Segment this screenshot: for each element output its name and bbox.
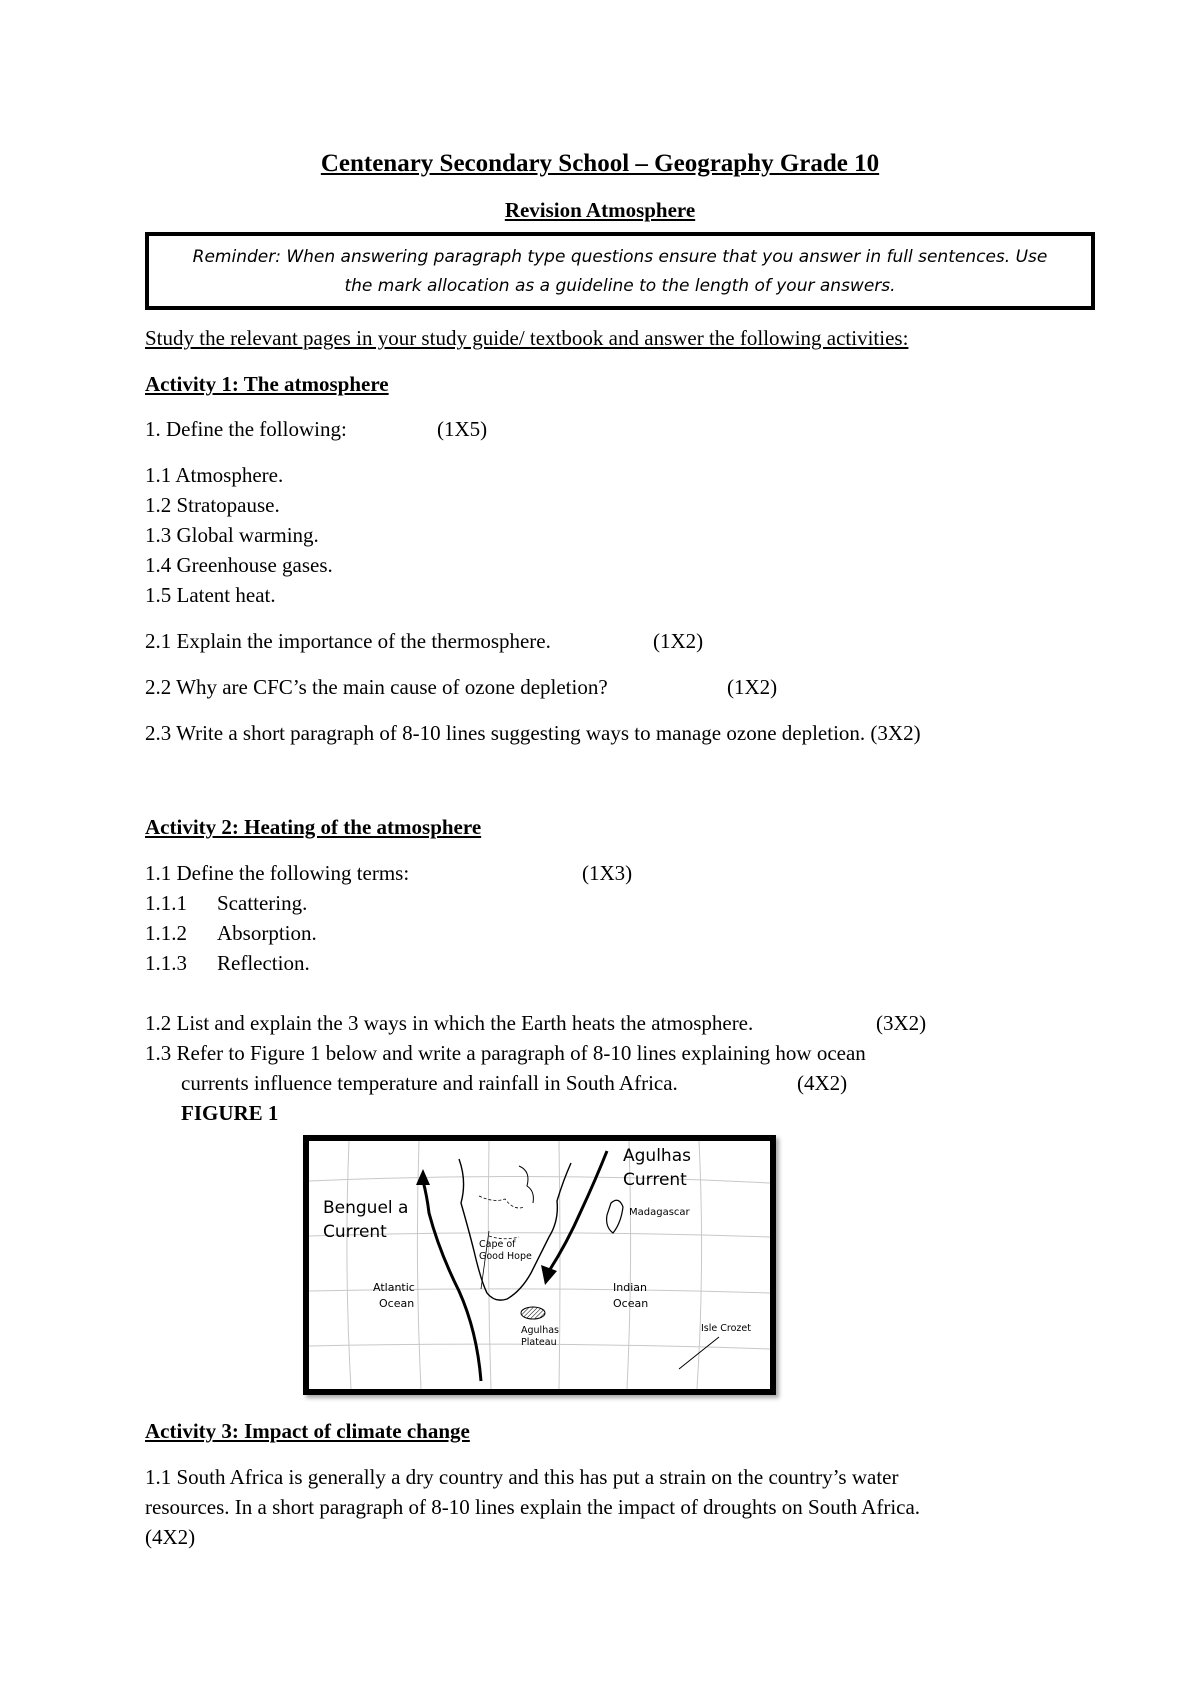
activity-2-question-1-1-marks: (1X3)	[582, 861, 633, 885]
figure-1-map	[303, 1135, 776, 1395]
reminder-box	[145, 232, 1095, 310]
inland-border	[479, 1196, 524, 1208]
atlantic-label: Ocean	[379, 1297, 415, 1310]
page-subtitle: Revision Atmosphere	[504, 198, 696, 222]
activity-1-question-2-3: 2.3 Write a short paragraph of 8-10 lines suggesting ways to manage ozone depletion. (3X2)	[145, 721, 921, 745]
term-number: 1.1.3	[145, 951, 187, 975]
activity-1-question-2-2-marks: (1X2)	[727, 675, 778, 699]
activity-3-marks: (4X2)	[145, 1525, 196, 1549]
page-title: Centenary Secondary School – Geography Grade 10	[320, 150, 880, 177]
reminder-line-2: the mark allocation as a guideline to the length of your answers.	[344, 276, 896, 296]
activity-1-question-2-1-marks: (1X2)	[653, 629, 704, 653]
activity-3-heading: Activity 3: Impact of climate change	[145, 1419, 470, 1443]
atlantic-label: Atlantic	[373, 1281, 415, 1294]
activity-1-heading: Activity 1: The atmosphere	[145, 372, 389, 396]
agulhas-label: Current	[623, 1170, 687, 1190]
indian-label: Indian	[613, 1281, 647, 1294]
plateau-label: Agulhas	[521, 1325, 559, 1336]
cape-label: Good Hope	[479, 1251, 532, 1262]
term-text: Scattering.	[217, 891, 308, 915]
term-text: Reflection.	[217, 951, 310, 975]
inland-border	[519, 1166, 533, 1203]
madagascar-label: Madagascar	[629, 1207, 690, 1218]
africa-coastline	[459, 1159, 571, 1300]
instruction-text: Study the relevant pages in your study guide/ textbook and answer the following activities:	[145, 326, 909, 350]
agulhas-arrow-head	[541, 1265, 557, 1285]
activity-2-question-1-2-marks: (3X2)	[876, 1011, 927, 1035]
benguela-current-arrow	[423, 1181, 481, 1381]
definition-item: 1.1 Atmosphere.	[145, 463, 284, 487]
definition-item: 1.2 Stratopause.	[145, 493, 280, 517]
activity-1-question-2-2: 2.2 Why are CFC’s the main cause of ozone depletion?	[145, 675, 608, 699]
activity-1-question-1-marks: (1X5)	[437, 417, 488, 441]
plateau-label: Plateau	[521, 1337, 557, 1348]
reminder-line-1: Reminder: When answering paragraph type questions ensure that you answer in full sentences. Use	[192, 247, 1048, 267]
crozet-pointer-line	[679, 1337, 719, 1369]
agulhas-label: Agulhas	[623, 1146, 691, 1166]
benguela-label: Current	[323, 1222, 387, 1242]
term-text: Absorption.	[217, 921, 317, 945]
madagascar-island	[607, 1200, 623, 1233]
definition-item: 1.4 Greenhouse gases.	[145, 553, 333, 577]
activity-3-line-1: 1.1 South Africa is generally a dry country and this has put a strain on the country’s water	[145, 1465, 899, 1489]
term-number: 1.1.2	[145, 921, 187, 945]
activity-2-question-1-1: 1.1 Define the following terms:	[145, 861, 410, 885]
definition-item: 1.5 Latent heat.	[145, 583, 276, 607]
benguela-label: Benguel a	[323, 1198, 409, 1218]
activity-1-question-2-1: 2.1 Explain the importance of the thermosphere.	[145, 629, 551, 653]
term-number: 1.1.1	[145, 891, 187, 915]
activity-2-question-1-3-line-2: currents influence temperature and rainfall in South Africa.	[181, 1071, 678, 1095]
activity-2-question-1-2: 1.2 List and explain the 3 ways in which the Earth heats the atmosphere.	[145, 1011, 754, 1035]
definition-item: 1.3 Global warming.	[145, 523, 319, 547]
agulhas-plateau-marker	[521, 1307, 545, 1319]
crozet-label: Isle Crozet	[701, 1323, 751, 1334]
ocean-currents-map	[309, 1141, 770, 1389]
activity-1-question-1: 1. Define the following:	[145, 417, 347, 441]
indian-label: Ocean	[613, 1297, 649, 1310]
activity-2-question-1-3-line-1: 1.3 Refer to Figure 1 below and write a paragraph of 8-10 lines explaining how ocean	[145, 1041, 866, 1065]
activity-2-question-1-3-marks: (4X2)	[797, 1071, 848, 1095]
cape-label: Cape of	[479, 1239, 516, 1250]
figure-label: FIGURE 1	[181, 1101, 279, 1125]
activity-2-heading: Activity 2: Heating of the atmosphere	[145, 815, 482, 839]
activity-3-line-2: resources. In a short paragraph of 8-10 lines explain the impact of droughts on South Africa.	[145, 1495, 921, 1519]
